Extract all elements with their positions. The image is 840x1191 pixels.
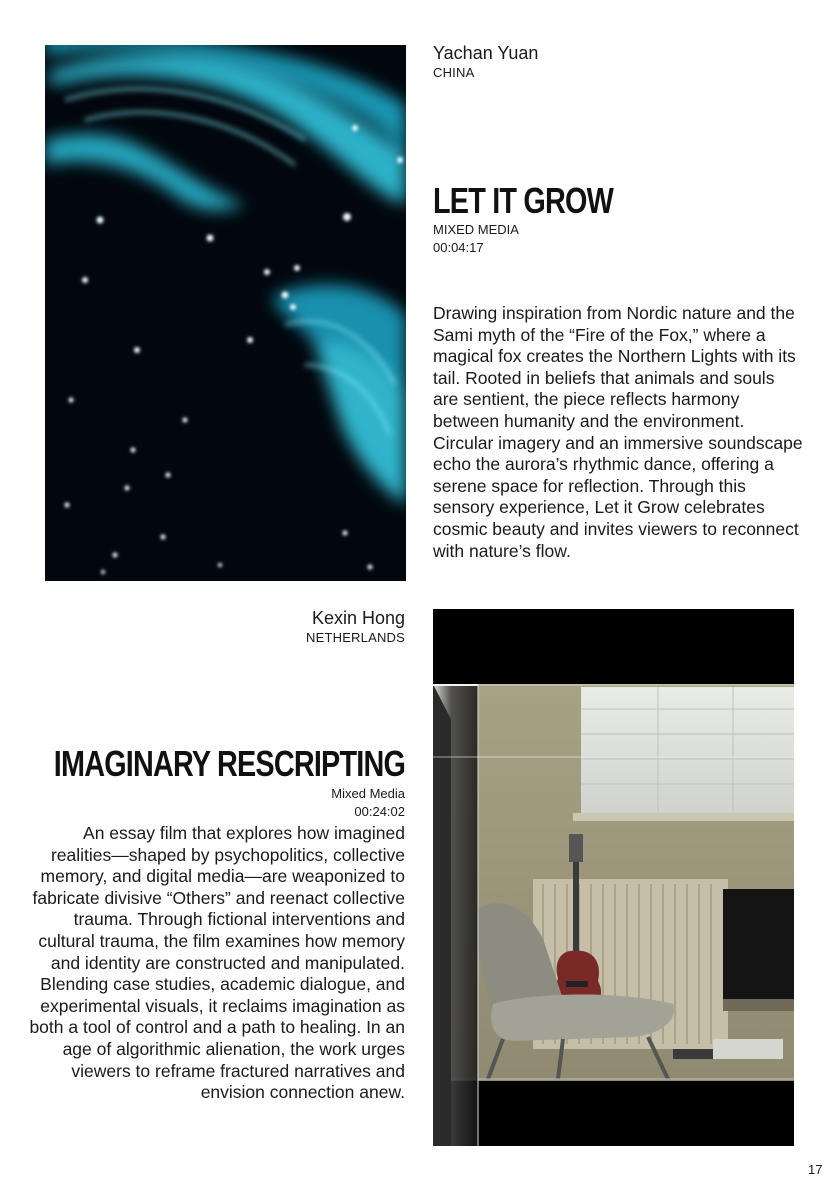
work-meta-1 (433, 221, 519, 257)
aurora-illustration (45, 45, 406, 581)
artist-name: Yachan Yuan (433, 43, 539, 63)
room-illustration (433, 609, 794, 1146)
work-description: Drawing inspiration from Nordic nature and the Sami myth of the “Fire of the Fox,” where a magical fox creates the Northern Lights with its tail. Rooted in beliefs that animals and souls are sentient, the piece reflects harmony between humanity and the environment. Circular imagery and an immersive soundscape echo the aurora’s rhythmic dance, offering a serene space for reflection. Through this sensory experience, Let it Grow celebrates cosmic beauty and invites viewers to reconnect with nature’s flow. (433, 303, 803, 561)
work-medium: MIXED MEDIA (433, 222, 519, 237)
work-duration: 00:24:02 (354, 804, 405, 819)
page-number: 17 (808, 1162, 823, 1177)
work-title: IMAGINARY RESCRIPTING (53, 743, 405, 784)
artist-name: Kexin Hong (311, 608, 405, 628)
artist-block-2 (306, 607, 405, 647)
work-title-wrap (0, 745, 405, 783)
work-duration: 00:04:17 (433, 240, 484, 255)
room-still-image (433, 609, 794, 1146)
artist-block-1 (433, 42, 538, 82)
aurora-still-image (45, 45, 406, 581)
work-title: LET IT GROW (433, 180, 613, 221)
work-meta-2 (331, 785, 405, 821)
artist-country: CHINA (433, 65, 475, 80)
work-description: An essay film that explores how imagined realities—shaped by psychopolitics, collective memory, and digital media—are weaponized to fabricate divisive “Others” and reenact collective trauma. Through fictional interventions and cultural trauma, the film examines how memory and identity are constructed and manipulated. Blending case studies, academic dialogue, and experimental visuals, it reclaims imagination as both a tool of control and a path to healing. In an age of algorithmic alienation, the work urges viewers to reframe fractured narratives and envision connection anew. (29, 823, 405, 1103)
artist-country: NETHERLANDS (306, 630, 405, 645)
work-medium: Mixed Media (331, 786, 405, 801)
